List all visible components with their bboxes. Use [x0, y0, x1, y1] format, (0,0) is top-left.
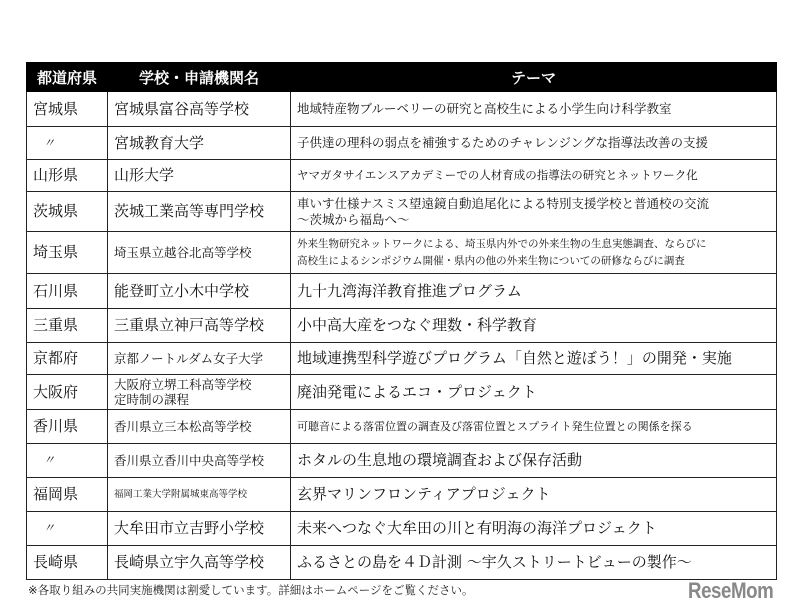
prefecture-cell: 〃 [27, 512, 108, 546]
school-cell: 宮城県富谷高等学校 [108, 92, 291, 127]
header-theme: テーマ [291, 63, 777, 92]
theme-cell: ヤマガタサイエンスアカデミーでの人材育成の指導法の研究とネットワーク化 [291, 160, 777, 192]
theme-line: 車いす仕様ナスミス望遠鏡自動追尾化による特別支援学校と普通校の交流 [297, 195, 710, 211]
table-row [27, 192, 777, 232]
prefecture-cell: 三重県 [27, 309, 108, 343]
prefecture-cell: 山形県 [27, 160, 108, 192]
theme-cell: 可聴音による落雷位置の調査及び落雷位置とスプライト発生位置との関係を探る [291, 410, 777, 444]
prefecture-cell: 〃 [27, 127, 108, 160]
school-cell: 福岡工業大学附属城東高等学校 [108, 478, 291, 512]
theme-line: ～茨城から福島へ～ [297, 211, 410, 227]
school-cell: 大牟田市立吉野小学校 [108, 512, 291, 546]
school-cell: 能登町立小木中学校 [108, 274, 291, 309]
table-row [27, 375, 777, 410]
prefecture-cell: 福岡県 [27, 478, 108, 512]
prefecture-cell: 茨城県 [27, 192, 108, 232]
table-row [27, 274, 777, 309]
theme-cell: 地域特産物ブルーベリーの研究と高校生による小学生向け科学教室 [291, 92, 777, 127]
resemom-logo: ReseMom [688, 578, 774, 603]
table-row [27, 410, 777, 444]
table-row [27, 512, 777, 546]
table-row [27, 92, 777, 127]
theme-cell: 廃油発電によるエコ・プロジェクト [291, 375, 777, 410]
theme-cell: 子供達の理科の弱点を補強するためのチャレンジングな指導法改善の支援 [291, 127, 777, 160]
school-cell: 山形大学 [108, 160, 291, 192]
prefecture-cell: 長崎県 [27, 546, 108, 580]
program-table [26, 62, 777, 580]
school-line: 定時制の課程 [114, 392, 190, 407]
school-cell [108, 375, 291, 410]
table-row [27, 127, 777, 160]
prefecture-cell: 〃 [27, 444, 108, 478]
table-row [27, 160, 777, 192]
prefecture-cell: 埼玉県 [27, 232, 108, 274]
theme-cell [291, 192, 777, 232]
footnote: ※各取り組みの共同実施機関は割愛しています。詳細はホームページをご覧ください。 [28, 583, 474, 597]
theme-line: 外来生物研究ネットワークによる、埼玉県内外での外来生物の生息実態調査、ならびに [297, 238, 707, 251]
theme-cell: ふるさとの島を４Ｄ計測 ～宇久ストリートビューの製作～ [291, 546, 777, 580]
theme-cell: 未来へつなぐ大牟田の川と有明海の海洋プロジェクト [291, 512, 777, 546]
theme-cell: 地域連携型科学遊びプログラム「自然と遊ぼう！」の開発・実施 [291, 343, 777, 375]
table-row [27, 444, 777, 478]
school-line: 大阪府立堺工科高等学校 [114, 377, 252, 392]
table-row [27, 478, 777, 512]
theme-cell: 玄界マリンフロンティアプロジェクト [291, 478, 777, 512]
prefecture-cell: 大阪府 [27, 375, 108, 410]
theme-cell: 小中高大産をつなぐ理数・科学教育 [291, 309, 777, 343]
table-row [27, 343, 777, 375]
theme-line: 高校生によるシンポジウム開催・県内の他の外来生物についての研修ならびに調査 [297, 254, 685, 267]
school-cell: 宮城教育大学 [108, 127, 291, 160]
prefecture-cell: 石川県 [27, 274, 108, 309]
table-row [27, 546, 777, 580]
prefecture-cell: 香川県 [27, 410, 108, 444]
table-header [27, 63, 777, 92]
prefecture-cell: 宮城県 [27, 92, 108, 127]
school-cell: 三重県立神戸高等学校 [108, 309, 291, 343]
school-cell: 京都ノートルダム女子大学 [108, 343, 291, 375]
header-prefecture: 都道府県 [27, 63, 108, 92]
prefecture-cell: 京都府 [27, 343, 108, 375]
theme-cell: 九十九湾海洋教育推進プログラム [291, 274, 777, 309]
school-cell: 埼玉県立越谷北高等学校 [108, 232, 291, 274]
school-cell: 香川県立香川中央高等学校 [108, 444, 291, 478]
table-row [27, 309, 777, 343]
theme-cell [291, 232, 777, 274]
school-cell: 長崎県立宇久高等学校 [108, 546, 291, 580]
theme-cell: ホタルの生息地の環境調査および保存活動 [291, 444, 777, 478]
school-cell: 茨城工業高等専門学校 [108, 192, 291, 232]
header-school: 学校・申請機関名 [108, 63, 291, 92]
school-cell: 香川県立三本松高等学校 [108, 410, 291, 444]
table-row [27, 232, 777, 274]
